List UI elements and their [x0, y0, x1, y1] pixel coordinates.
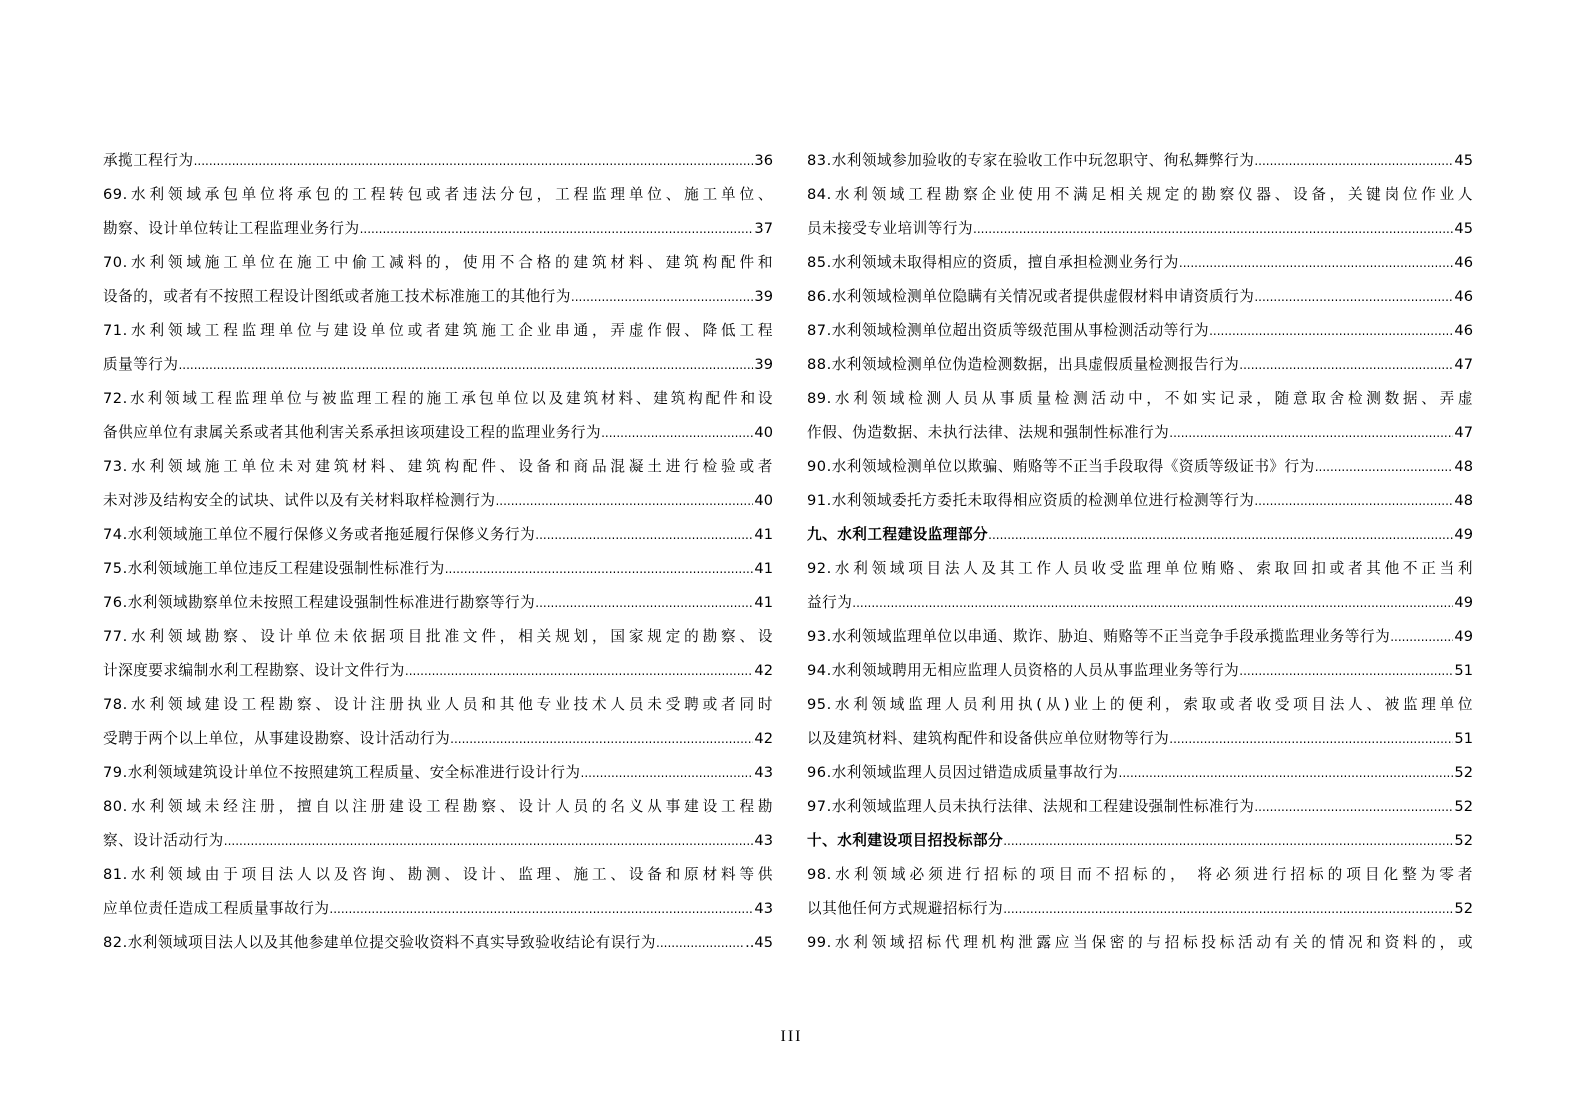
- toc-entry-text: 77.水利领域勘察、设计单位未依据项目批准文件，相关规划，国家规定的勘察、设: [103, 628, 773, 645]
- toc-line[interactable]: [807, 450, 1473, 484]
- toc-page-number: 42: [754, 662, 773, 679]
- toc-entry-text: 员未接受专业培训等行为: [807, 220, 974, 237]
- toc-entry-text: 98.水利领域必须进行招标的项目而不招标的， 将必须进行招标的项目化整为零者: [807, 866, 1473, 883]
- toc-entry-text: 受聘于两个以上单位，从事建设勘察、设计活动行为: [103, 730, 451, 747]
- toc-line[interactable]: [807, 246, 1473, 280]
- toc-entry-text: 82.水利领域项目法人以及其他参建单位提交验收资料不真实导致验收结论有误行为: [103, 934, 656, 951]
- toc-line[interactable]: [807, 586, 1473, 620]
- toc-entry-text: 应单位责任造成工程质量事故行为: [103, 900, 330, 917]
- toc-line[interactable]: [103, 416, 773, 450]
- toc-line[interactable]: [807, 280, 1473, 314]
- dot-leader: [360, 212, 754, 246]
- toc-page-number: 49: [1454, 526, 1473, 543]
- toc-page-number: 39: [754, 356, 773, 373]
- dot-leader: [194, 144, 754, 178]
- toc-entry-text: 81.水利领域由于项目法人以及咨询、勘测、设计、监理、施工、设备和原材料等供: [103, 866, 773, 883]
- toc-line[interactable]: [807, 892, 1473, 926]
- toc-entry-text: 89.水利领域检测人员从事质量检测活动中，不如实记录，随意取舍检测数据、弄虚: [807, 390, 1473, 407]
- dot-leader: [656, 926, 744, 960]
- toc-page-number: 49: [1454, 628, 1473, 645]
- toc-page-number: 45: [1454, 220, 1473, 237]
- dot-leader: [581, 756, 754, 790]
- toc-line[interactable]: [807, 654, 1473, 688]
- toc-line[interactable]: [103, 790, 773, 824]
- toc-entry-text: 76.水利领域勘察单位未按照工程建设强制性标准进行勘察等行为: [103, 594, 536, 611]
- toc-entry-text: 74.水利领域施工单位不履行保修义务或者拖延履行保修义务行为: [103, 526, 536, 543]
- toc-entry-text: 79.水利领域建筑设计单位不按照建筑工程质量、安全标准进行设计行为: [103, 764, 581, 781]
- toc-line[interactable]: [807, 416, 1473, 450]
- toc-entry-text: 作假、伪造数据、未执行法律、法规和强制性标准行为: [807, 424, 1170, 441]
- toc-left-column: [103, 144, 773, 960]
- toc-line[interactable]: [103, 382, 773, 416]
- toc-page-number: 40: [754, 424, 773, 441]
- toc-page-number: 49: [1454, 594, 1473, 611]
- toc-line[interactable]: [807, 722, 1473, 756]
- toc-page-number: 41: [754, 526, 773, 543]
- toc-line[interactable]: [807, 620, 1473, 654]
- toc-line[interactable]: [103, 348, 773, 382]
- toc-right-column: [807, 144, 1473, 960]
- toc-page-number: 48: [1454, 492, 1473, 509]
- toc-section-heading[interactable]: [807, 824, 1473, 858]
- toc-line[interactable]: [807, 756, 1473, 790]
- toc-entry-text: 84.水利领域工程勘察企业使用不满足相关规定的勘察仪器、设备，关键岗位作业人: [807, 186, 1473, 203]
- toc-line[interactable]: [103, 280, 773, 314]
- toc-page-number: 48: [1454, 458, 1473, 475]
- toc-page-number: 37: [754, 220, 773, 237]
- toc-page-number: 52: [1454, 900, 1473, 917]
- toc-entry-text: 72.水利领域工程监理单位与被监理工程的施工承包单位以及建筑材料、建筑构配件和设: [103, 390, 773, 407]
- toc-entry-text: 75.水利领域施工单位违反工程建设强制性标准行为: [103, 560, 445, 577]
- page-number: III: [780, 1028, 803, 1045]
- dot-leader: [535, 586, 753, 620]
- dot-leader: [1003, 892, 1453, 926]
- toc-entry-text: 九、水利工程建设监理部分: [807, 526, 989, 543]
- toc-page-number: 47: [1454, 424, 1473, 441]
- toc-entry-text: 设备的，或者有不按照工程设计图纸或者施工技术标准施工的其他行为: [103, 288, 571, 305]
- toc-entry-text: 73.水利领域施工单位未对建筑材料、建筑构配件、设备和商品混凝土进行检验或者: [103, 458, 773, 475]
- dot-leader: [535, 518, 753, 552]
- toc-page-number: 52: [1454, 832, 1473, 849]
- dot-leader: [1254, 280, 1453, 314]
- toc-entry-text: 80.水利领域未经注册，擅自以注册建设工程勘察、设计人员的名义从事建设工程勘: [103, 798, 773, 815]
- dot-leader: [1254, 790, 1453, 824]
- toc-line[interactable]: [103, 178, 773, 212]
- toc-entry-text: 88.水利领域检测单位伪造检测数据，出具虚假质量检测报告行为: [807, 356, 1240, 373]
- toc-line[interactable]: [807, 314, 1473, 348]
- toc-line[interactable]: [103, 246, 773, 280]
- toc-line[interactable]: [103, 484, 773, 518]
- toc-page-number: 52: [1454, 798, 1473, 815]
- dot-leader: [571, 280, 754, 314]
- toc-line[interactable]: [103, 314, 773, 348]
- toc-page-number: 51: [1454, 662, 1473, 679]
- toc-line[interactable]: [103, 450, 773, 484]
- dot-leader: [495, 484, 753, 518]
- dot-leader: [1119, 756, 1454, 790]
- toc-page-number: 43: [754, 764, 773, 781]
- dot-leader: [1209, 314, 1453, 348]
- toc-entry-text: 70.水利领域施工单位在施工中偷工减料的，使用不合格的建筑材料、建筑构配件和: [103, 254, 773, 271]
- toc-page-number: 46: [1454, 288, 1473, 305]
- toc-page-number: 46: [1454, 254, 1473, 271]
- dot-leader: [852, 586, 1453, 620]
- toc-line[interactable]: [807, 178, 1473, 212]
- toc-page-number: 43: [754, 900, 773, 917]
- toc-entry-text: 勘察、设计单位转让工程监理业务行为: [103, 220, 360, 237]
- dot-leader: [445, 552, 754, 586]
- toc-line[interactable]: [103, 586, 773, 620]
- toc-entry-text: 87.水利领域检测单位超出资质等级范围从事检测活动等行为: [807, 322, 1210, 339]
- toc-page-number: 43: [754, 832, 773, 849]
- toc-line[interactable]: [103, 824, 773, 858]
- toc-line[interactable]: [807, 688, 1473, 722]
- toc-entry-text: 92.水利领域项目法人及其工作人员收受监理单位贿赂、索取回扣或者其他不正当利: [807, 560, 1473, 577]
- toc-entry-text: 95.水利领域监理人员利用执(从)业上的便利，索取或者收受项目法人、被监理单位: [807, 696, 1473, 713]
- toc-line[interactable]: [807, 926, 1473, 960]
- toc-line[interactable]: [103, 858, 773, 892]
- dot-leader: [1254, 484, 1453, 518]
- toc-page-number: 52: [1454, 764, 1473, 781]
- toc-entry-text: 71.水利领域工程监理单位与建设单位或者建筑施工企业串通，弄虚作假、降低工程: [103, 322, 773, 339]
- toc-entry-text: 十、水利建设项目招投标部分: [807, 832, 1004, 849]
- toc-page-number: 47: [1454, 356, 1473, 373]
- toc-entry-text: 察、设计活动行为: [103, 832, 224, 849]
- toc-line[interactable]: [103, 552, 773, 586]
- toc-line[interactable]: [807, 144, 1473, 178]
- toc-line[interactable]: [103, 144, 773, 178]
- toc-line[interactable]: [807, 552, 1473, 586]
- toc-entry-text: 96.水利领域监理人员因过错造成质量事故行为: [807, 764, 1119, 781]
- dot-leader: [1390, 620, 1453, 654]
- toc-line[interactable]: [807, 212, 1473, 246]
- dot-leader: [1315, 450, 1454, 484]
- toc-page-number: 46: [1454, 322, 1473, 339]
- toc-line[interactable]: [103, 212, 773, 246]
- toc-line[interactable]: [103, 722, 773, 756]
- toc-entry-text: 90.水利领域检测单位以欺骗、贿赂等不正当手段取得《资质等级证书》行为: [807, 458, 1315, 475]
- toc-line[interactable]: [103, 756, 773, 790]
- toc-entry-text: 承揽工程行为: [103, 152, 194, 169]
- dot-leader: [1179, 246, 1454, 280]
- dot-leader: [178, 348, 753, 382]
- toc-entry-text: 未对涉及结构安全的试块、试件以及有关材料取样检测行为: [103, 492, 496, 509]
- toc-page-number: 45: [1454, 152, 1473, 169]
- dot-leader: [1169, 416, 1453, 450]
- toc-line[interactable]: [103, 654, 773, 688]
- toc-entry-text: 91.水利领域委托方委托未取得相应资质的检测单位进行检测等行为: [807, 492, 1255, 509]
- toc-line[interactable]: [103, 620, 773, 654]
- toc-entry-text: 备供应单位有隶属关系或者其他利害关系承担该项建设工程的监理业务行为: [103, 424, 602, 441]
- toc-line[interactable]: [807, 858, 1473, 892]
- toc-entry-text: 69.水利领域承包单位将承包的工程转包或者违法分包，工程监理单位、施工单位、: [103, 186, 773, 203]
- toc-section-heading[interactable]: [807, 518, 1473, 552]
- dot-leader: [601, 416, 753, 450]
- toc-entry-text: 质量等行为: [103, 356, 179, 373]
- dot-leader: [405, 654, 754, 688]
- toc-entry-text: 78.水利领域建设工程勘察、设计注册执业人员和其他专业技术人员未受聘或者同时: [103, 696, 773, 713]
- toc-entry-text: 以其他任何方式规避招标行为: [807, 900, 1004, 917]
- toc-entry-text: 94.水利领域聘用无相应监理人员资格的人员从事监理业务等行为: [807, 662, 1240, 679]
- toc-page-number: 40: [754, 492, 773, 509]
- dot-leader: [1003, 824, 1453, 858]
- toc-entry-text: 计深度要求编制水利工程勘察、设计文件行为: [103, 662, 405, 679]
- toc-entry-text: 99.水利领域招标代理机构泄露应当保密的与招标投标活动有关的情况和资料的，或: [807, 934, 1473, 951]
- toc-entry-text: 97.水利领域监理人员未执行法律、法规和工程建设强制性标准行为: [807, 798, 1255, 815]
- toc-page-number: 42: [754, 730, 773, 747]
- toc-entry-text: 86.水利领域检测单位隐瞒有关情况或者提供虚假材料申请资质行为: [807, 288, 1255, 305]
- dot-leader: [329, 892, 753, 926]
- toc-line[interactable]: [103, 892, 773, 926]
- toc-entry-text: 以及建筑材料、建筑构配件和设备供应单位财物等行为: [807, 730, 1170, 747]
- toc-page-number: 41: [754, 560, 773, 577]
- toc-entry-text: 85.水利领域未取得相应的资质，擅自承担检测业务行为: [807, 254, 1179, 271]
- toc-page-number: 41: [754, 594, 773, 611]
- dot-leader: [1169, 722, 1453, 756]
- toc-page-number: 51: [1454, 730, 1473, 747]
- toc-page-number: ..45: [745, 934, 773, 951]
- toc-line[interactable]: [103, 926, 773, 960]
- toc-line[interactable]: [807, 382, 1473, 416]
- toc-page-number: 36: [754, 152, 773, 169]
- dot-leader: [973, 212, 1453, 246]
- dot-leader: [224, 824, 754, 858]
- toc-page-number: 39: [754, 288, 773, 305]
- dot-leader: [988, 518, 1453, 552]
- toc-line[interactable]: [103, 518, 773, 552]
- dot-leader: [1239, 654, 1453, 688]
- dot-leader: [1239, 348, 1453, 382]
- toc-entry-text: 93.水利领域监理单位以串通、欺诈、胁迫、贿赂等不正当竞争手段承揽监理业务等行为: [807, 628, 1391, 645]
- toc-entry-text: 83.水利领域参加验收的专家在验收工作中玩忽职守、徇私舞弊行为: [807, 152, 1255, 169]
- toc-entry-text: 益行为: [807, 594, 853, 611]
- toc-line[interactable]: [103, 688, 773, 722]
- dot-leader: [450, 722, 753, 756]
- dot-leader: [1254, 144, 1453, 178]
- toc-line[interactable]: [807, 484, 1473, 518]
- toc-line[interactable]: [807, 348, 1473, 382]
- toc-line[interactable]: [807, 790, 1473, 824]
